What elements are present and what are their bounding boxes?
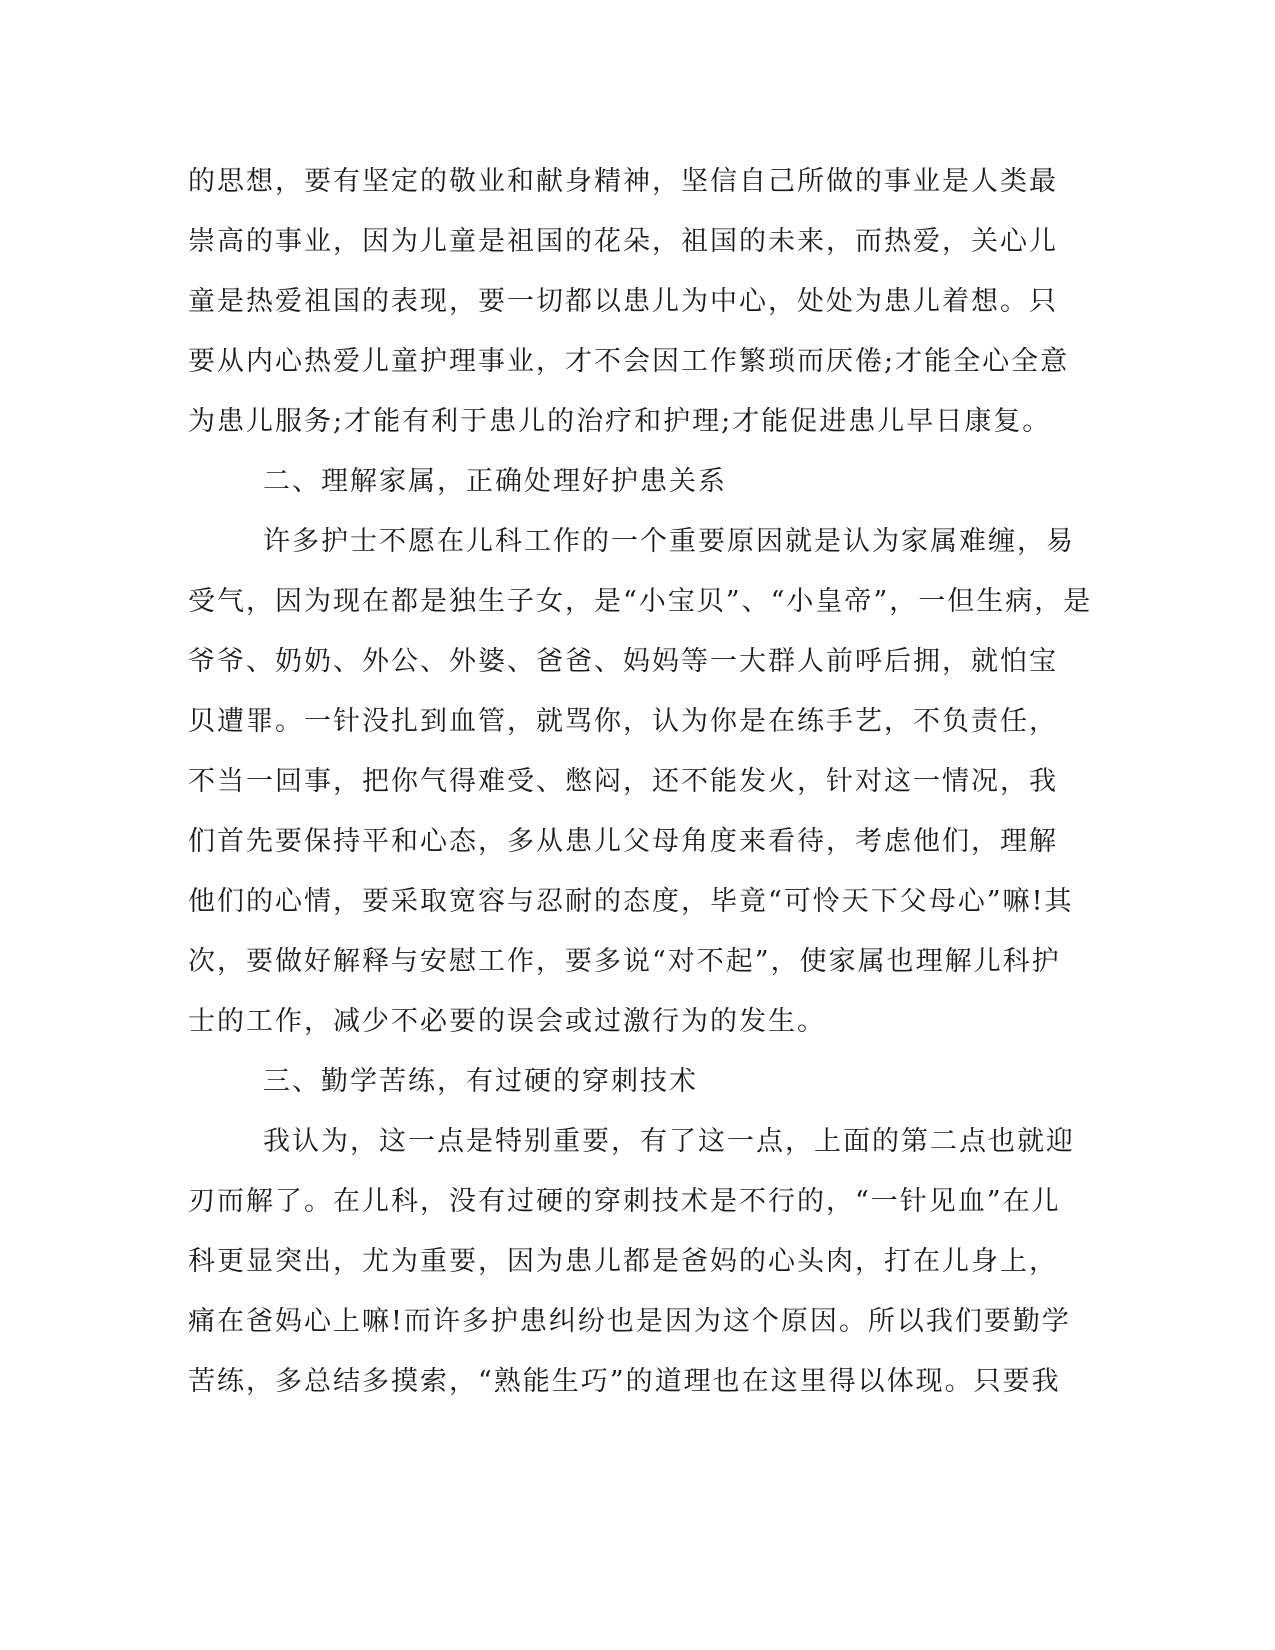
text-line: 童是热爱祖国的表现，要一切都以患儿为中心，处处为患儿着想。只 [188, 286, 1058, 317]
text-line: 贝遭罪。一针没扎到血管，就骂你，认为你是在练手艺，不负责任， [188, 706, 1058, 737]
text-line: 士的工作，减少不必要的误会或过激行为的发生。 [188, 1006, 826, 1037]
section-heading-2: 二、理解家属，正确处理好护患关系 [263, 466, 727, 497]
text-line: 苦练，多总结多摸索，“熟能生巧”的道理也在这里得以体现。只要我 [188, 1366, 1061, 1397]
text-line: 崇高的事业，因为儿童是祖国的花朵，祖国的未来，而热爱，关心儿 [188, 226, 1058, 257]
text-line: 科更显突出，尤为重要，因为患儿都是爸妈的心头肉，打在儿身上， [188, 1246, 1058, 1277]
section-heading-3: 三、勤学苦练，有过硬的穿刺技术 [263, 1066, 698, 1097]
body-text [188, 162, 1093, 1422]
text-line: 刃而解了。在儿科，没有过硬的穿刺技术是不行的，“一针见血”在儿 [188, 1186, 1061, 1217]
text-line: 的思想，要有坚定的敬业和献身精神，坚信自己所做的事业是人类最 [188, 166, 1058, 197]
text-line: 我认为，这一点是特别重要，有了这一点，上面的第二点也就迎 [263, 1126, 1075, 1157]
text-line: 不当一回事，把你气得难受、憋闷，还不能发火，针对这一情况，我 [188, 766, 1058, 797]
text-line: 为患儿服务;才能有利于患儿的治疗和护理;才能促进患儿早日康复。 [188, 406, 1052, 437]
text-line: 爷爷、奶奶、外公、外婆、爸爸、妈妈等一大群人前呼后拥，就怕宝 [188, 646, 1058, 677]
text-line: 受气，因为现在都是独生子女，是“小宝贝”、“小皇帝”，一但生病，是 [188, 586, 1093, 617]
text-line: 痛在爸妈心上嘛!而许多护患纠纷也是因为这个原因。所以我们要勤学 [188, 1306, 1071, 1337]
text-line: 次，要做好解释与安慰工作，要多说“对不起”，使家属也理解儿科护 [188, 946, 1061, 977]
text-line: 们首先要保持平和心态，多从患儿父母角度来看待，考虑他们，理解 [188, 826, 1058, 857]
text-line: 许多护士不愿在儿科工作的一个重要原因就是认为家属难缠，易 [263, 526, 1075, 557]
text-line: 他们的心情，要采取宽容与忍耐的态度，毕竟“可怜天下父母心”嘛!其 [188, 886, 1074, 917]
text-line: 要从内心热爱儿童护理事业，才不会因工作繁琐而厌倦;才能全心全意 [188, 346, 1070, 377]
